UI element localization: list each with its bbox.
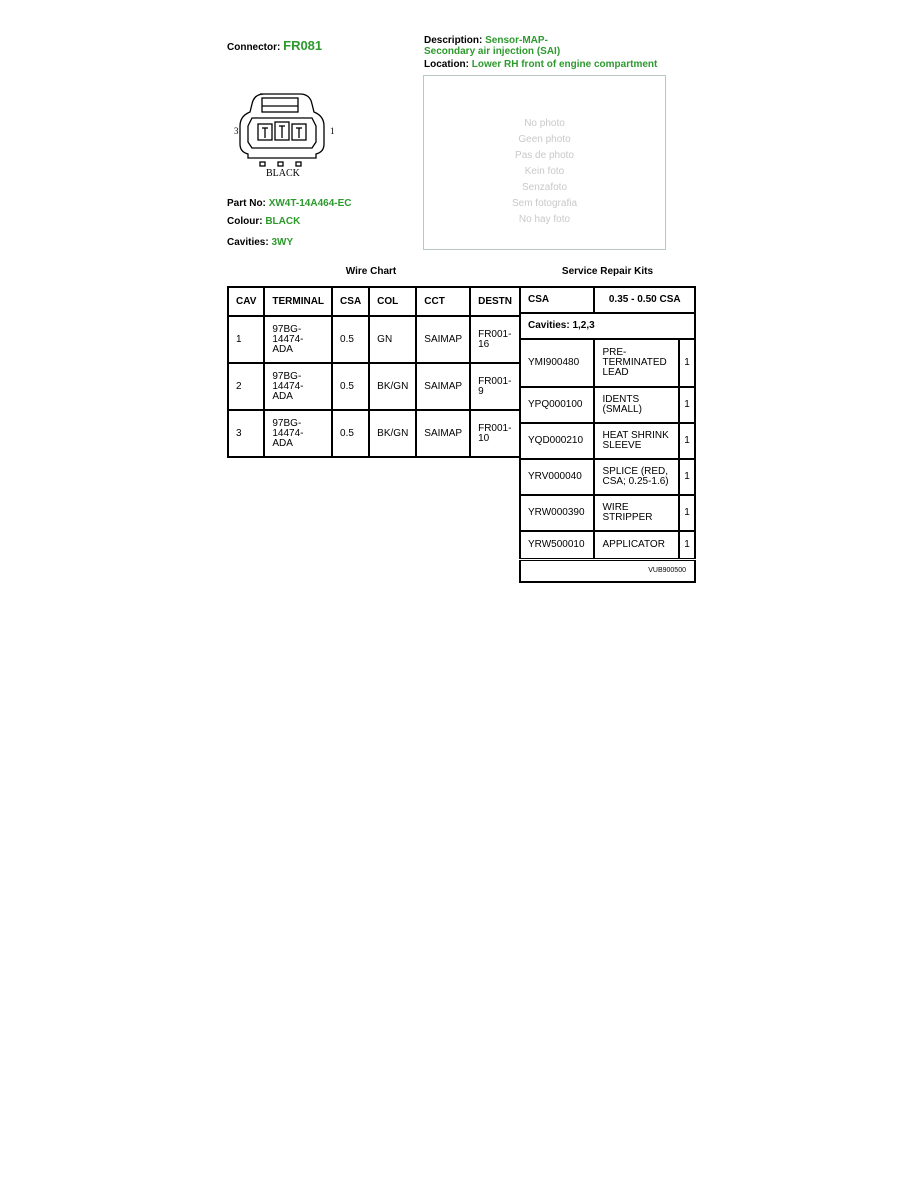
kit-desc-line: LEAD (602, 367, 629, 378)
kit-code: YRW000390 (520, 495, 594, 531)
col-header-terminal: TERMINAL (264, 287, 332, 316)
description-field (424, 35, 560, 57)
destn-line: 10 (478, 432, 490, 444)
repair-kits-table (519, 286, 696, 583)
location-field (424, 59, 657, 70)
wire-chart-table (227, 286, 521, 458)
destn-line: FR001- (478, 422, 512, 434)
kit-desc-line: SPLICE (RED, (602, 466, 669, 477)
part-no-field (227, 198, 352, 209)
col-header-csa: CSA (332, 287, 369, 316)
photo-placeholder (423, 75, 666, 250)
table-header-row (520, 287, 695, 313)
terminal-line: 14474- (272, 427, 304, 439)
kit-desc-line: CSA; 0.25-1.6) (602, 476, 669, 487)
cavities-field (227, 237, 293, 248)
description-value-line1: Sensor-MAP- (485, 35, 548, 46)
terminal-line: 14474- (272, 380, 304, 392)
cell-destn (470, 410, 520, 457)
cell-cav: 3 (228, 410, 264, 457)
terminal-line: 97BG- (272, 417, 302, 429)
kit-desc (594, 339, 679, 387)
colour-label: Colour: (227, 216, 263, 227)
kits-footer-row (520, 560, 695, 583)
cell-cav: 2 (228, 363, 264, 410)
table-row (520, 339, 695, 387)
placeholder-line: Pas de photo (515, 150, 574, 161)
col-header-cct: CCT (416, 287, 470, 316)
pin-label-right: 1 (330, 126, 335, 136)
connector-field (227, 38, 322, 53)
cell-cav: 1 (228, 316, 264, 363)
kits-cavities-row (520, 313, 695, 339)
col-header-cav: CAV (228, 287, 264, 316)
kit-desc-line: (SMALL) (602, 404, 642, 415)
kit-code: YMI900480 (520, 339, 594, 387)
table-row (520, 459, 695, 495)
kit-desc-line: HEAT SHRINK (602, 430, 669, 441)
placeholder-line: Geen photo (518, 134, 571, 145)
cell-col: BK/GN (369, 363, 416, 410)
cell-csa: 0.5 (332, 410, 369, 457)
table-row (228, 410, 520, 457)
cell-terminal (264, 410, 332, 457)
kit-desc-line: STRIPPER (602, 512, 653, 523)
kits-footer-code: VUB900500 (520, 560, 695, 583)
col-header-destn: DESTN (470, 287, 520, 316)
placeholder-line: Kein foto (524, 166, 565, 177)
terminal-line: ADA (272, 437, 293, 449)
kit-desc (594, 495, 679, 531)
kit-qty: 1 (679, 387, 695, 423)
kit-qty: 1 (679, 423, 695, 459)
connector-value: FR081 (283, 38, 323, 53)
kit-qty: 1 (679, 339, 695, 387)
connector-colour-caption: BLACK (266, 168, 300, 179)
kit-code: YRW500010 (520, 531, 594, 560)
kit-code: YPQ000100 (520, 387, 594, 423)
pin-label-left: 3 (234, 126, 239, 136)
connector-diagram (232, 86, 342, 187)
kit-code: YQD000210 (520, 423, 594, 459)
terminal-line: ADA (272, 390, 293, 402)
kit-desc (594, 387, 679, 423)
destn-line: FR001- (478, 328, 512, 340)
kit-qty: 1 (679, 531, 695, 560)
cavities-value: 3WY (271, 237, 294, 248)
description-label: Description: (424, 35, 483, 46)
kit-qty: 1 (679, 459, 695, 495)
cell-cct: SAIMAP (416, 363, 470, 410)
cell-terminal (264, 363, 332, 410)
table-row (228, 316, 520, 363)
kit-qty: 1 (679, 495, 695, 531)
cell-col: BK/GN (369, 410, 416, 457)
terminal-line: 97BG- (272, 323, 302, 335)
table-row (520, 387, 695, 423)
terminal-line: 97BG- (272, 370, 302, 382)
kit-desc-line: WIRE (602, 502, 629, 513)
kit-desc (594, 459, 679, 495)
kit-code: YRV000040 (520, 459, 594, 495)
placeholder-line: No hay foto (518, 214, 571, 225)
description-value-line2: Secondary air injection (SAI) (424, 46, 561, 57)
kit-desc-line: PRE- (602, 347, 627, 358)
cell-col: GN (369, 316, 416, 363)
connector-label: Connector: (227, 42, 281, 53)
placeholder-line: No photo (524, 118, 565, 129)
kits-header-range: 0.35 - 0.50 CSA (594, 287, 695, 313)
kit-desc-line: IDENTS (602, 394, 640, 405)
terminal-line: ADA (272, 343, 293, 355)
cell-destn (470, 316, 520, 363)
kit-desc-line: SLEEVE (602, 440, 642, 451)
location-label: Location: (424, 59, 469, 70)
cell-cct: SAIMAP (416, 410, 470, 457)
kits-cavities-cell: Cavities: 1,2,3 (520, 313, 695, 339)
kit-desc (594, 423, 679, 459)
placeholder-line: Sem fotografia (511, 198, 578, 209)
repair-kits-title: Service Repair Kits (561, 266, 654, 277)
cell-destn (470, 363, 520, 410)
table-row (520, 495, 695, 531)
kit-desc: APPLICATOR (594, 531, 679, 560)
kit-desc-line: TERMINATED (602, 357, 667, 368)
part-no-value: XW4T-14A464-EC (268, 198, 352, 209)
table-row (520, 423, 695, 459)
cell-csa: 0.5 (332, 363, 369, 410)
cell-csa: 0.5 (332, 316, 369, 363)
wire-chart-title: Wire Chart (345, 266, 397, 277)
colour-value: BLACK (265, 216, 301, 227)
location-value: Lower RH front of engine compartment (471, 59, 658, 70)
part-no-label: Part No: (227, 198, 266, 209)
table-row (228, 363, 520, 410)
colour-field (227, 216, 300, 227)
cell-cct: SAIMAP (416, 316, 470, 363)
cell-terminal (264, 316, 332, 363)
destn-line: 9 (478, 385, 484, 397)
table-header-row (228, 287, 520, 316)
terminal-line: 14474- (272, 333, 304, 345)
table-row (520, 531, 695, 560)
cavities-label: Cavities: (227, 237, 269, 248)
destn-line: 16 (478, 338, 490, 350)
destn-line: FR001- (478, 375, 512, 387)
col-header-col: COL (369, 287, 416, 316)
placeholder-line: Senzafoto (521, 182, 568, 193)
kits-header-csa: CSA (520, 287, 594, 313)
